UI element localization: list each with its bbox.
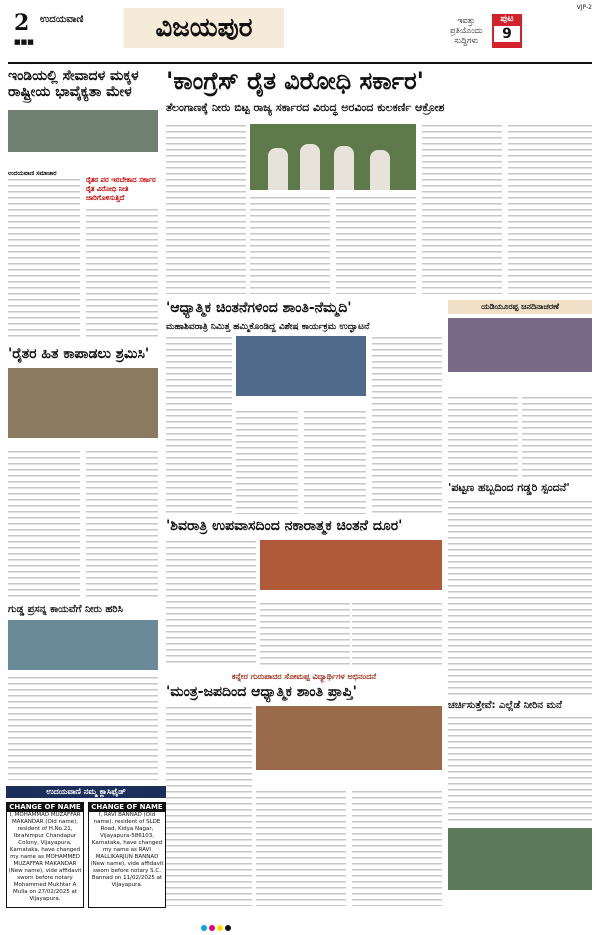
story-text bbox=[8, 450, 80, 600]
story-text bbox=[260, 602, 350, 666]
story-text bbox=[448, 500, 592, 696]
story-text bbox=[422, 124, 502, 294]
story-text bbox=[336, 196, 416, 294]
story-headline: 'ಆಧ್ಯಾತ್ಮಿಕ ಚಿಂತನೆಗಳಿಂದ ಶಾಂತಿ-ನೆಮ್ಮದಿ' bbox=[166, 300, 352, 316]
story-text bbox=[522, 396, 592, 478]
story-photo bbox=[448, 318, 592, 372]
classified-body: I, RAVI BANNAD (Old name), resident of SLDE Road, Kidya Nagar, Vijayapura-586103, Karnataka, have changed my name as RAVI MALLIKARJUN BANNAD (New name), vide affidavit sworn before notary S.C. Bannad on 11/02/2025 at Vijayapura. bbox=[90, 812, 164, 888]
story-text bbox=[86, 208, 158, 338]
story-headline: ಇಂಡಿಯಲ್ಲಿ ಸೇವಾದಳ ಮಕ್ಕಳ ರಾಷ್ಟ್ರೀಯ ಭಾವೈಕ್ಯತಾ ಮೇಳ bbox=[8, 68, 139, 101]
pullout-line: ಇವತ್ತು bbox=[457, 16, 476, 25]
story-text bbox=[8, 676, 158, 780]
classified-title: CHANGE OF NAME bbox=[7, 803, 83, 812]
story-text bbox=[352, 602, 442, 666]
story-text bbox=[166, 336, 232, 514]
masthead-rule bbox=[8, 62, 592, 64]
classifieds-header: ಉದಯವಾಣಿ ನಮ್ಮ ಕ್ಲಾಸಿಫೈಡ್ bbox=[6, 786, 166, 798]
story-text bbox=[166, 706, 252, 906]
lead-subhead: ತೆಲಂಗಾಣಕ್ಕೆ ನೀರು ಬಿಟ್ಟ ರಾಜ್ಯ ಸರ್ಕಾರದ ವಿರುದ್ಧ ಅರವಿಂದ ಕುಲಕರ್ಣಿ ಆಕ್ರೋಶ bbox=[166, 101, 445, 114]
story-photo bbox=[8, 368, 158, 438]
story-headline: 'ಪಟ್ಟಣ ಹಬ್ಬದಿಂದ ಗಡ್ಡರಿ ಸ್ಪಂದನೆ' bbox=[448, 481, 570, 494]
story-headline: 'ರೈತರ ಹಿತ ಕಾಪಾಡಲು ಶ್ರಮಿಸಿ' bbox=[8, 346, 150, 362]
story-headline: 'ಶಿವರಾತ್ರಿ ಉಪವಾಸದಿಂದ ನಕಾರಾತ್ಮಕ ಚಿಂತನೆ ದೂರ' bbox=[166, 518, 403, 534]
story-text bbox=[236, 410, 298, 514]
classified-title: CHANGE OF NAME bbox=[89, 803, 165, 812]
story-photo bbox=[256, 706, 442, 770]
page-badge-number: 9 bbox=[494, 26, 520, 42]
story-headline: ಗುಡ್ಡ ಪ್ರಸನ್ನ ಕಾಯವೆಗೆ ನೀರು ಹರಿಸಿ bbox=[8, 604, 123, 615]
paper-name: ಉದಯವಾಣಿ bbox=[40, 14, 84, 25]
story-text bbox=[166, 540, 256, 666]
pull-quote: ರೈತರ ಪರ ಇರಬೇಕಾದ ಸರ್ಕಾರ ರೈತ ವಿರೋಧಿ ನೀತಿ ಜಾರಿಗೊಳಿಸುತ್ತಿದೆ bbox=[86, 176, 156, 202]
page-badge-label: ಪುಟ bbox=[500, 14, 514, 24]
story-headline: ಚರ್ಚಿಸುತ್ತೇವೆ: ಎಲ್ಲೆಡೆ ನೀರಿನ ಮನೆ bbox=[448, 700, 562, 711]
story-kicker: ಕನ್ನೇರ ಗುರುಪಾದರ ಸೋಮಪ್ಪ ವಿದ್ಯಾರ್ಥಿಗಳ ಅಭಿನಂದನೆ bbox=[231, 672, 377, 681]
story-text bbox=[250, 196, 330, 294]
story-photo bbox=[8, 620, 158, 670]
story-subhead: ಮಹಾಶಿವರಾತ್ರಿ ನಿಮಿತ್ತ ಹಮ್ಮಿಕೊಂಡಿದ್ದ ವಿಶೇಷ ಕಾರ್ಯಕ್ರಮ ಉದ್ಘಾಟನೆ bbox=[166, 322, 370, 332]
story-photo bbox=[236, 336, 366, 396]
story-photo bbox=[260, 540, 442, 590]
byline: ಉದಯವಾಣಿ ಸಮಾಚಾರ bbox=[8, 170, 57, 177]
story-text bbox=[448, 396, 518, 478]
classified-body: I, MOHAMMAD MUZAFFAR MAKANDAR (Old name), resident of H.No.21, Ibrahimpur Chandapur Colony, Vijayapura, Karnataka, have changed my name as MOHAMMED MUZAFFAR MAKANDAR (New name), vide affidavit sworn before notary Mohammed Mukhtar A Mulla on 27/02/2025 at Vijayapura. bbox=[8, 812, 82, 902]
story-text bbox=[352, 790, 442, 906]
pullout-line: ಪ್ರತಿಯೊಂದು bbox=[450, 26, 483, 35]
classified-ad bbox=[88, 802, 166, 908]
classified-ad bbox=[6, 802, 84, 908]
dateline: ■■■ bbox=[14, 38, 34, 46]
story-text bbox=[166, 124, 246, 294]
story-text bbox=[304, 410, 366, 514]
masthead bbox=[0, 0, 600, 62]
page-badge bbox=[492, 14, 522, 48]
registration-marks bbox=[200, 916, 232, 922]
page-number: 2 bbox=[14, 10, 30, 36]
pullout-line: ಸುದ್ದಿಗಳು bbox=[454, 36, 479, 45]
story-photo bbox=[448, 828, 592, 890]
story-text bbox=[448, 716, 592, 822]
story-text bbox=[86, 450, 158, 600]
story-text bbox=[508, 124, 592, 294]
story-text bbox=[8, 178, 80, 338]
lead-headline: 'ಕಾಂಗ್ರೆಸ್ ರೈತ ವಿರೋಧಿ ಸರ್ಕಾರ' bbox=[166, 67, 425, 95]
story-text bbox=[372, 336, 442, 514]
edition-title: ವಿಜಯಪುರ bbox=[124, 8, 284, 48]
pullout-teaser bbox=[450, 16, 483, 46]
story-headline: 'ಮಂತ್ರ-ಜಪದಿಂದ ಆಧ್ಯಾತ್ಮಿಕ ಶಾಂತಿ ಪ್ರಾಪ್ತಿ' bbox=[166, 684, 357, 700]
story-photo bbox=[8, 110, 158, 152]
classifieds-section bbox=[6, 786, 166, 906]
story-headline: ಯಡಿಯೂರಪ್ಪ ಜನದಿನಾಚರಣೆ bbox=[448, 300, 592, 314]
edition-code: VJP-2 bbox=[576, 4, 592, 11]
story-text bbox=[256, 790, 346, 906]
story-photo bbox=[250, 124, 416, 190]
